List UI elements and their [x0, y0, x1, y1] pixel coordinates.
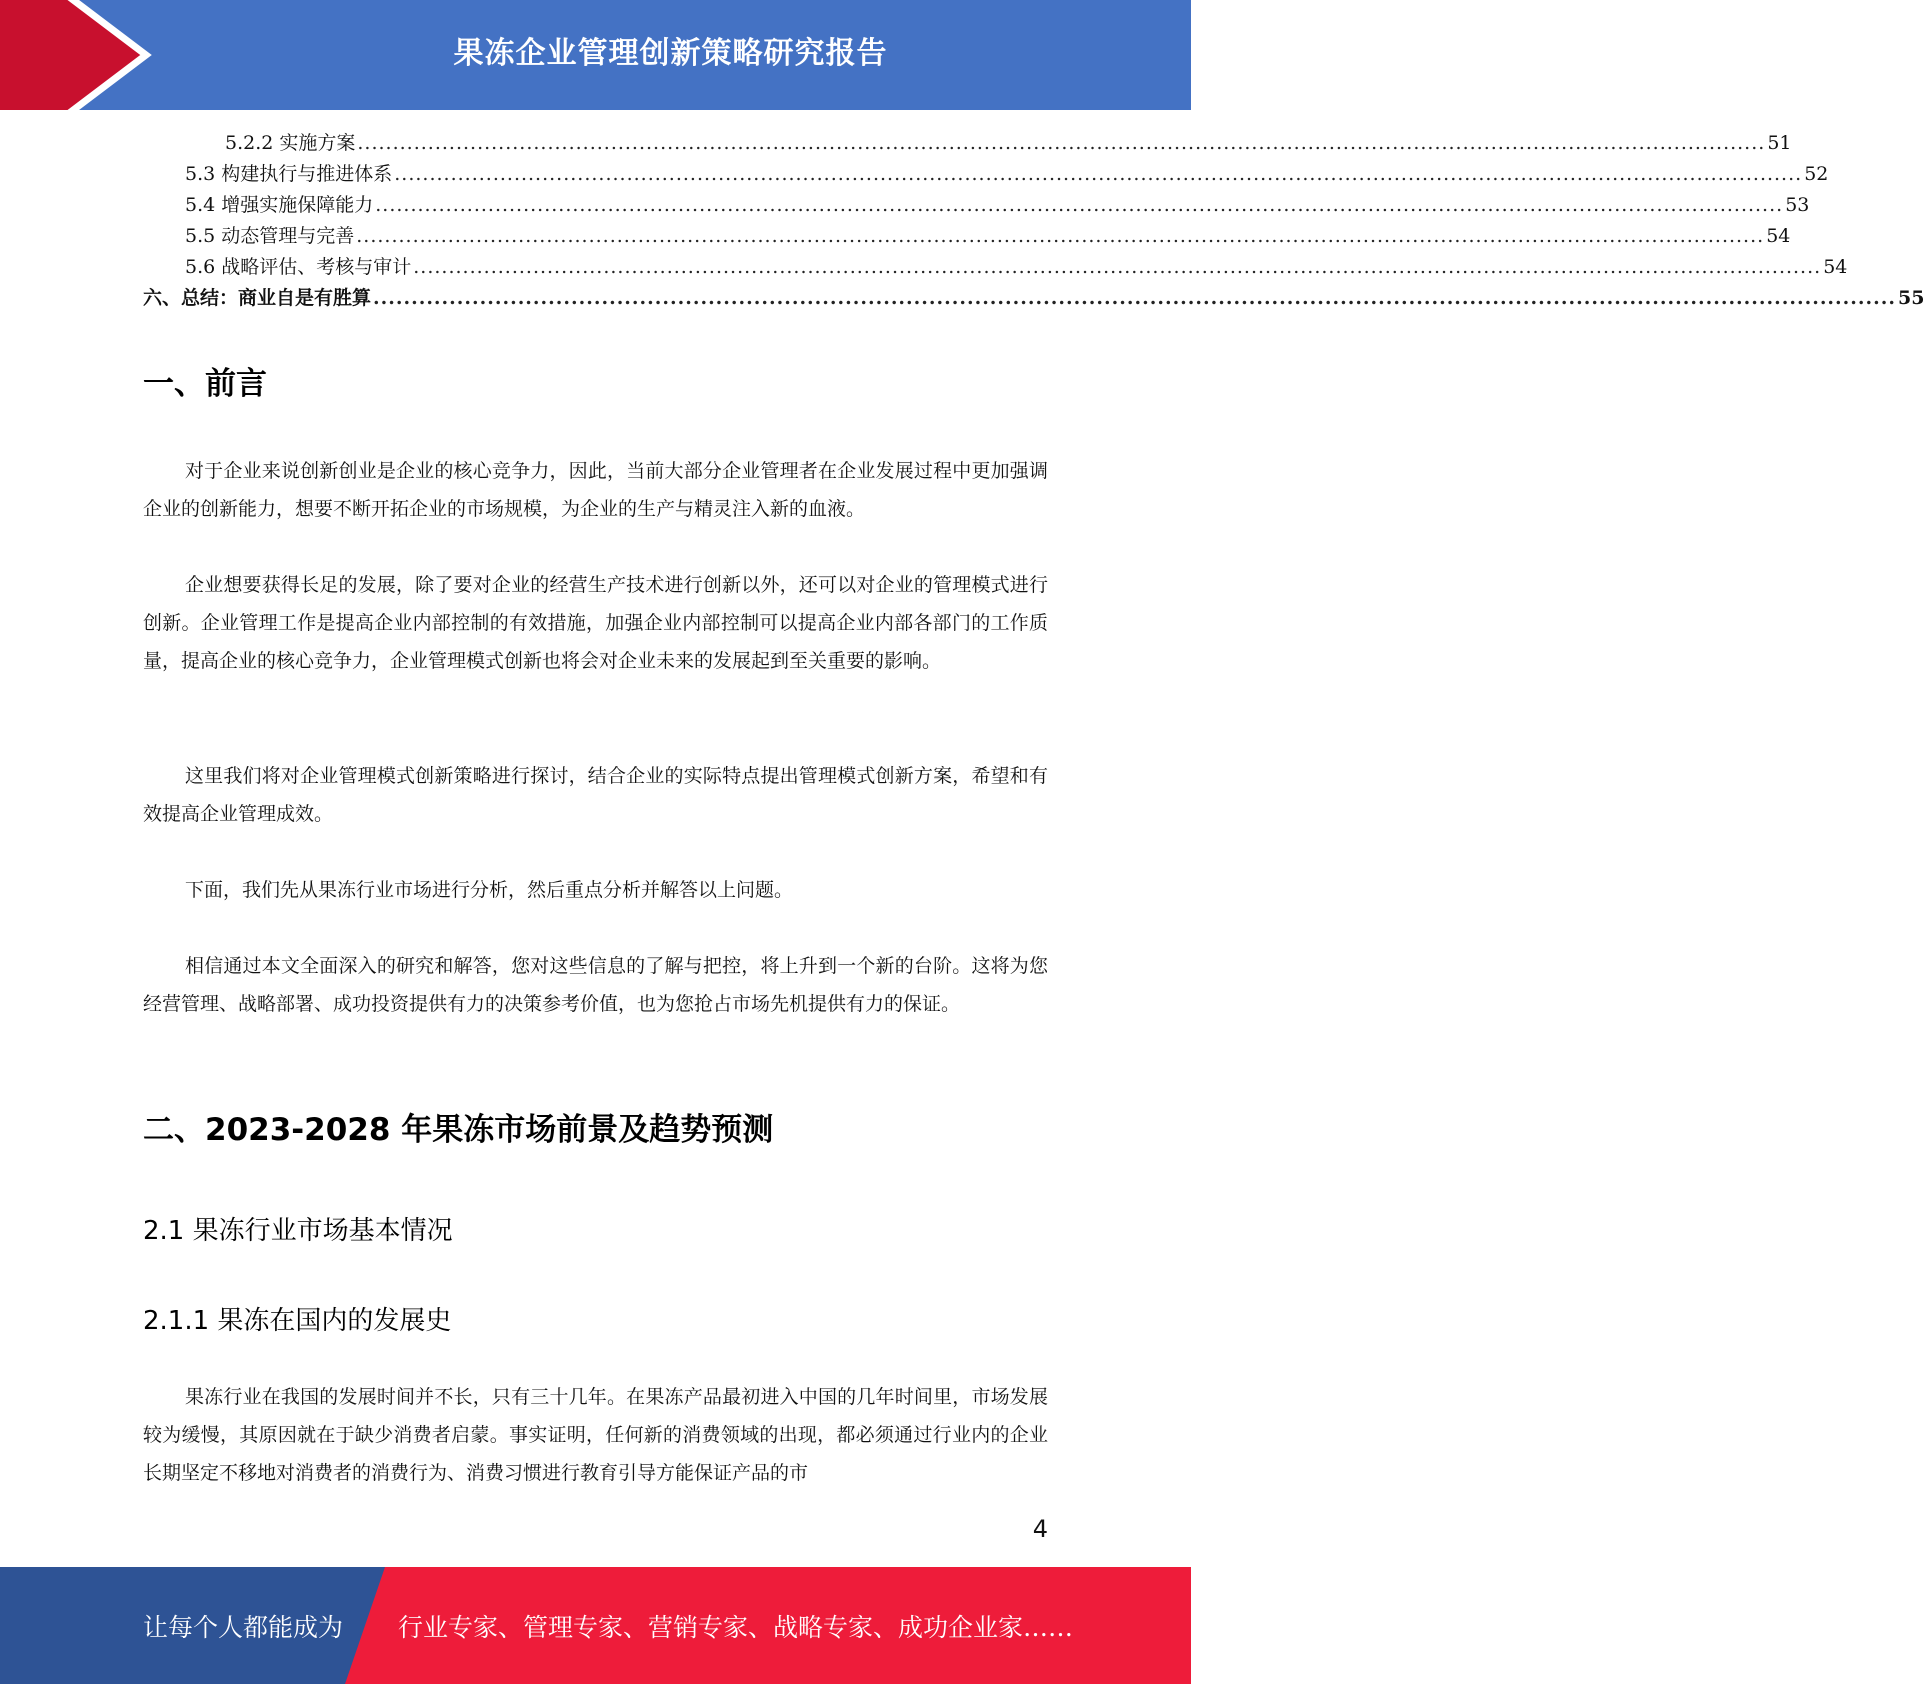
toc-entry[interactable]	[143, 159, 1829, 190]
toc-entry[interactable]	[143, 128, 1792, 159]
toc-leader-dots: ........................................................................................................................................................................................................	[375, 194, 1784, 216]
body-paragraph: 相信通过本文全面深入的研究和解答，您对这些信息的了解与把控，将上升到一个新的台阶。这将为您经营管理、战略部署、成功投资提供有力的决策参考价值，也为您抢占市场先机提供有力的保证。	[143, 955, 1048, 1015]
toc-entry-page: 52	[1804, 163, 1829, 185]
toc-entry[interactable]	[143, 190, 1810, 221]
section-heading-preface: 一、前言	[143, 366, 267, 402]
toc-entry-page: 54	[1823, 256, 1848, 278]
body-paragraph: 企业想要获得长足的发展，除了要对企业的经营生产技术进行创新以外，还可以对企业的管理模式进行创新。企业管理工作是提高企业内部控制的有效措施，加强企业内部控制可以提高企业内部各部门的工作质量，提高企业的核心竞争力，企业管理模式创新也将会对企业未来的发展起到至关重要的影响。	[143, 574, 1048, 672]
toc-entry-page: 51	[1767, 132, 1792, 154]
toc-leader-dots: ........................................................................................................................................................................................................	[356, 225, 1765, 247]
toc-entry[interactable]	[143, 252, 1848, 283]
toc-entry[interactable]	[143, 283, 1924, 314]
toc-entry-page: 55	[1897, 287, 1924, 309]
toc-entry-label: 5.2.2 实施方案	[225, 132, 356, 154]
subsection-heading: 2.1 果冻行业市场基本情况	[143, 1216, 453, 1246]
body-paragraph: 下面，我们先从果冻行业市场进行分析，然后重点分析并解答以上问题。	[185, 879, 794, 901]
toc-entry-page: 53	[1785, 194, 1810, 216]
footer-banner	[0, 1567, 1191, 1684]
toc-entry-label: 5.3 构建执行与推进体系	[185, 163, 393, 185]
table-of-contents	[143, 128, 1924, 314]
toc-entry-label: 5.6 战略评估、考核与审计	[185, 256, 412, 278]
toc-entry-label: 六、总结：商业自是有胜算	[143, 287, 372, 309]
subsection-heading: 2.1.1 果冻在国内的发展史	[143, 1306, 452, 1336]
report-title: 果冻企业管理创新策略研究报告	[453, 36, 888, 71]
chevron-arrow-icon	[0, 0, 150, 110]
section-heading-market-outlook: 二、2023-2028 年果冻市场前景及趋势预测	[143, 1112, 774, 1148]
footer-slogan-left: 让每个人都能成为	[143, 1612, 344, 1642]
toc-leader-dots: ........................................................................................................................................................................................................	[373, 287, 1896, 309]
body-paragraph: 这里我们将对企业管理模式创新策略进行探讨，结合企业的实际特点提出管理模式创新方案，希望和有效提高企业管理成效。	[143, 765, 1048, 825]
toc-entry[interactable]	[143, 221, 1791, 252]
toc-entry-page: 54	[1766, 225, 1791, 247]
toc-leader-dots: ........................................................................................................................................................................................................	[413, 256, 1822, 278]
toc-entry-label: 5.5 动态管理与完善	[185, 225, 355, 247]
toc-leader-dots: ........................................................................................................................................................................................................	[357, 132, 1766, 154]
header-banner	[0, 0, 1191, 110]
body-paragraph: 对于企业来说创新创业是企业的核心竞争力，因此，当前大部分企业管理者在企业发展过程中更加强调企业的创新能力，想要不断开拓企业的市场规模，为企业的生产与精灵注入新的血液。	[143, 460, 1048, 520]
toc-leader-dots: ........................................................................................................................................................................................................	[394, 163, 1803, 185]
body-paragraph: 果冻行业在我国的发展时间并不长，只有三十几年。在果冻产品最初进入中国的几年时间里，市场发展较为缓慢，其原因就在于缺少消费者启蒙。事实证明，任何新的消费领域的出现，都必须通过行业内的企业长期坚定不移地对消费者的消费行为、消费习惯进行教育引导方能保证产品的市	[143, 1386, 1048, 1484]
page-number: 4	[1032, 1515, 1048, 1543]
toc-entry-label: 5.4 增强实施保障能力	[185, 194, 374, 216]
footer-slogan-right: 行业专家、管理专家、营销专家、战略专家、成功企业家……	[398, 1612, 1074, 1642]
